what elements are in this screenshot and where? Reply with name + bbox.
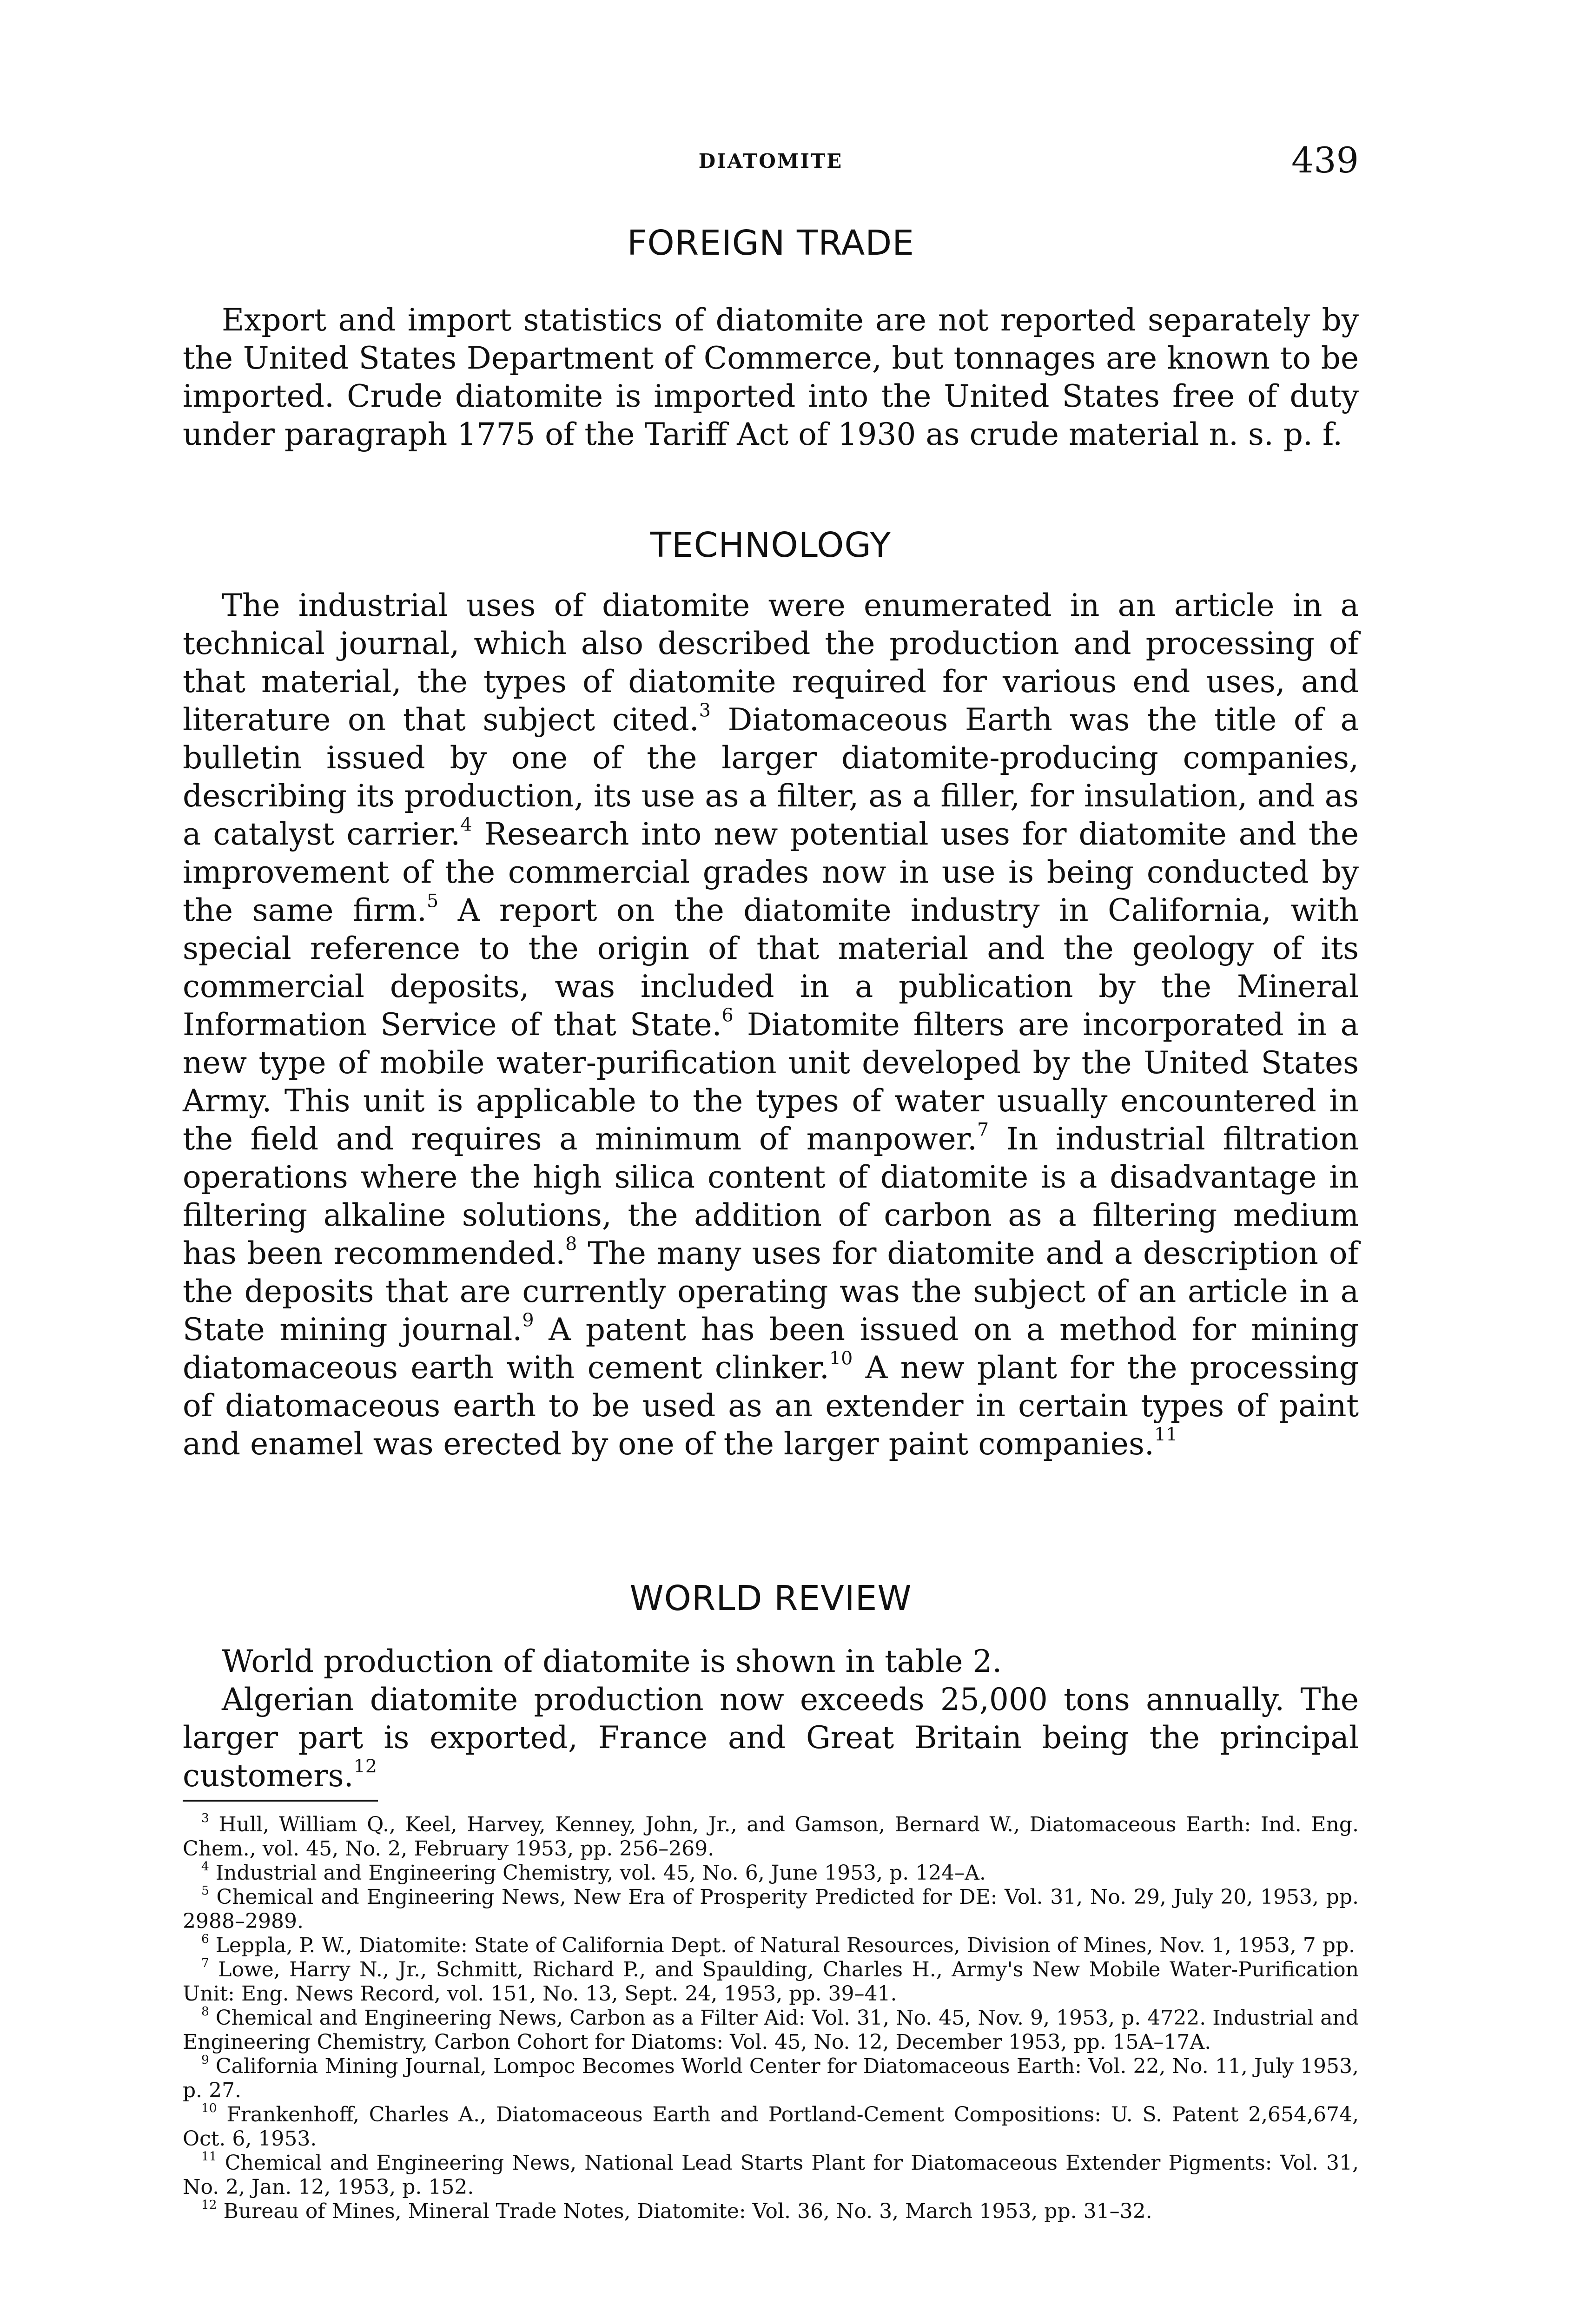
footnote-10 <box>183 2103 1359 2151</box>
technology-text-9: A new plant for the processing of diatomaceous earth to be used as an extender in certain types of paint and enamel was erected by one of the larger paint companies. <box>183 1350 1359 1462</box>
footnote-mark: 8 <box>201 2004 209 2019</box>
footnote-text: California Mining Journal, Lompoc Becomes World Center for Diatomaceous Earth: Vol. 22, No. 11, July 1953, p. 27. <box>183 2054 1359 2102</box>
footnote-ref-10: 10 <box>829 1347 853 1369</box>
technology-paragraph <box>183 587 1359 1463</box>
technology-text-7: The many uses for diatomite and a description of the deposits that are currently operating was the subject of an article in a State mining journal. <box>183 1235 1359 1347</box>
heading-foreign-trade: FOREIGN TRADE <box>627 223 914 263</box>
footnote-text: Lowe, Harry N., Jr., Schmitt, Richard P., and Spaulding, Charles H., Army's New Mobile Water-Purification Unit: Eng. News Record, vol. 151, No. 13, Sept. 24, 1953, pp. 39–41. <box>183 1958 1359 2006</box>
world-review-text: Algerian diatomite production now exceeds 25,000 tons annually. The larger part is exported, France and Great Britain being the principal customers. <box>183 1682 1359 1794</box>
footnote-mark: 5 <box>201 1883 209 1898</box>
footnote-4 <box>183 1861 1359 1885</box>
footnote-ref-5: 5 <box>427 890 439 912</box>
footnote-3 <box>183 1813 1359 1861</box>
technology-text-1: The industrial uses of diatomite were enumerated in an article in a technical journal, which also described the production and processing of that material, the types of diatomite required for various end uses, and literature on that subject cited. <box>183 588 1359 738</box>
footnote-text: Industrial and Engineering Chemistry, vol. 45, No. 6, June 1953, p. 124–A. <box>215 1861 986 1885</box>
footnote-text: Chemical and Engineering News, National Lead Starts Plant for Diatomaceous Extender Pigments: Vol. 31, No. 2, Jan. 12, 1953, p. 152. <box>183 2151 1359 2199</box>
footnote-mark: 9 <box>201 2053 209 2067</box>
footnote-12 <box>183 2199 1359 2224</box>
heading-technology: TECHNOLOGY <box>650 525 892 565</box>
technology-text-4: A report on the diatomite industry in California, with special reference to the origin of that material and the geology of its commercial deposits, was included in a publication by the Mineral Information Service of that State. <box>183 892 1359 1043</box>
footnote-11 <box>183 2151 1359 2199</box>
footnote-7 <box>183 1958 1359 2006</box>
footnote-ref-7: 7 <box>977 1119 989 1141</box>
footnotes <box>183 1813 1359 2224</box>
world-review-paragraph-2 <box>183 1681 1359 1795</box>
footnote-mark: 11 <box>201 2149 217 2164</box>
world-review-section <box>183 1643 1359 1795</box>
footnote-mark: 6 <box>201 1932 209 1947</box>
footnote-ref-8: 8 <box>565 1233 577 1255</box>
footnote-mark: 7 <box>201 1956 209 1971</box>
footnote-text: Chemical and Engineering News, Carbon as a Filter Aid: Vol. 31, No. 45, Nov. 9, 1953, p. 4722. Industrial and Engineering Chemistry, Carbon Cohort for Diatoms: Vol. 45, No. 12, December 1953, pp. 15A–17A. <box>183 2006 1359 2054</box>
footnote-mark: 4 <box>201 1859 209 1874</box>
running-head <box>183 139 1359 191</box>
footnote-9 <box>183 2054 1359 2103</box>
footnote-divider <box>183 1800 378 1802</box>
world-review-paragraph-1: World production of diatomite is shown in table 2. <box>222 1644 1002 1679</box>
footnote-5 <box>183 1885 1359 1934</box>
footnote-text: Hull, William Q., Keel, Harvey, Kenney, John, Jr., and Gamson, Bernard W., Diatomaceous Earth: Ind. Eng. Chem., vol. 45, No. 2, February 1953, pp. 256–269. <box>183 1813 1359 1861</box>
footnote-text: Leppla, P. W., Diatomite: State of California Dept. of Natural Resources, Division of Mines, Nov. 1, 1953, 7 pp. <box>215 1934 1356 1957</box>
footnote-ref-9: 9 <box>522 1309 534 1331</box>
footnote-text: Bureau of Mines, Mineral Trade Notes, Diatomite: Vol. 36, No. 3, March 1953, pp. 31–32. <box>223 2199 1152 2223</box>
technology-text-5: Diatomite filters are incorporated in a new type of mobile water-purification unit developed by the United States Army. This unit is applicable to the types of water usually encountered in the field and requires a minimum of manpower. <box>183 1007 1359 1157</box>
technology-text-6: In industrial filtration operations where the high silica content of diatomite is a disadvantage in filtering alkaline solutions, the addition of carbon as a filtering medium has been recommended. <box>183 1121 1359 1271</box>
foreign-trade-paragraph: Export and import statistics of diatomite are not reported separately by the United States Department of Commerce, but tonnages are known to be imported. Crude diatomite is imported into the United States free of duty under paragraph 1775 of the Tariff Act of 1930 as crude material n. s. p. f. <box>183 302 1359 452</box>
footnote-text: Chemical and Engineering News, New Era of Prosperity Predicted for DE: Vol. 31, No. 29, July 20, 1953, pp. 2988–2989. <box>183 1885 1359 1933</box>
technology-text-8: A patent has been issued on a method for mining diatomaceous earth with cement clinker. <box>183 1312 1359 1386</box>
footnote-mark: 12 <box>201 2198 217 2212</box>
footnote-ref-6: 6 <box>721 1004 734 1026</box>
footnote-ref-11: 11 <box>1154 1424 1178 1446</box>
heading-world-review: WORLD REVIEW <box>629 1578 912 1618</box>
footnote-mark: 3 <box>201 1811 209 1826</box>
technology-section <box>183 587 1359 1463</box>
footnote-mark: 10 <box>201 2101 217 2116</box>
footnote-ref-12: 12 <box>353 1756 377 1777</box>
footnote-ref-3: 3 <box>699 700 711 721</box>
footnote-8 <box>183 2006 1359 2054</box>
foreign-trade-section <box>183 301 1359 454</box>
technology-text-2: Diatomaceous Earth was the title of a bulletin issued by one of the larger diatomite-producing companies, describing its production, its use as a filter, as a filler, for insulation, and as a catalyst carrier. <box>183 702 1359 852</box>
running-title: DIATOMITE <box>698 150 843 172</box>
footnote-6 <box>183 1934 1359 1958</box>
footnote-text: Frankenhoff, Charles A., Diatomaceous Earth and Portland-Cement Compositions: U. S. Patent 2,654,674, Oct. 6, 1953. <box>183 2103 1359 2151</box>
page-number: 439 <box>1291 139 1359 181</box>
footnote-ref-4: 4 <box>460 814 472 836</box>
technology-text-3: Research into new potential uses for diatomite and the improvement of the commercial grades now in use is being conducted by the same firm. <box>183 816 1359 928</box>
